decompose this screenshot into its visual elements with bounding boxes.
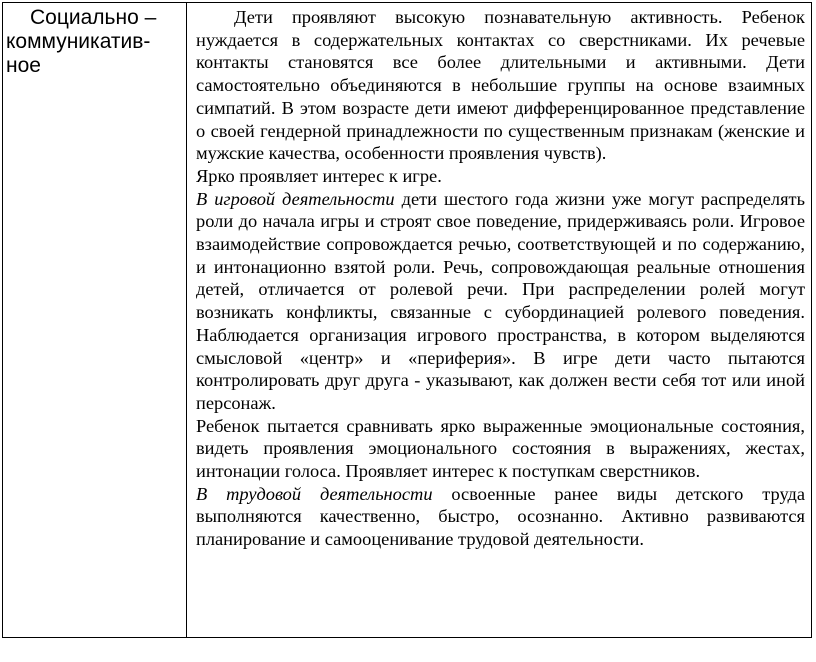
content-table — [2, 2, 812, 638]
category-cell — [3, 3, 187, 638]
play-activity-heading: В игровой деятельности — [196, 188, 395, 209]
description-text — [187, 3, 811, 551]
paragraph-game-interest: Ярко проявляет интерес к игре. — [196, 165, 442, 186]
description-cell — [187, 3, 812, 638]
labor-activity-text: освоенные ранее виды детского труда выполняются качественно, быстро, осознанно. Активно развиваются планирование и самооценивание трудовой деятельности. — [196, 483, 805, 550]
paragraph-emotional-states: Ребенок пытается сравнивать ярко выраженные эмоциональные состояния, видеть проявления эмоционального состояния в выражениях, жестах, интонации голоса. Проявляет интерес к поступкам сверстников. — [196, 415, 805, 482]
category-line-1: Социально – — [30, 6, 157, 29]
play-activity-text: дети шестого года жизни уже могут распределять роли до начала игры и строят свое поведение, придерживаясь роли. Игровое взаимодействие сопровождается речью, соответствующей и по содержанию, и интонационно взятой роли. Речь, сопровождающая реальные отношения детей, отличается от ролевой речи. При распределении ролей могут возникать конфликты, связанные с субординацией ролевого поведения. Наблюдается организация игрового пространства, в котором выделяются смысловой «центр» и «периферия». В игре дети часто пытаются контролировать друг друга - указывают, как должен вести себя тот или иной персонаж. — [196, 188, 805, 413]
table-row — [3, 3, 812, 638]
category-line-2: коммуникатив- — [6, 30, 151, 53]
paragraph-play-activity — [196, 188, 805, 415]
category-label — [3, 3, 186, 78]
paragraph-cognitive-activity: Дети проявляют высокую познавательную активность. Ребенок нуждается в содержательных контактах со сверстниками. Их речевые контакты становятся все более длительными и активными. Дети самостоятельно объединяются в небольшие группы на основе взаимных симпатий. В этом возрасте дети имеют дифференцированное представление о своей гендерной принадлежности по существенным признакам (женские и мужские качества, особенности проявления чувств). — [196, 7, 805, 164]
labor-activity-heading: В трудовой деятельности — [196, 483, 433, 504]
paragraph-labor-activity — [196, 483, 805, 551]
category-line-3: ное — [6, 54, 41, 77]
